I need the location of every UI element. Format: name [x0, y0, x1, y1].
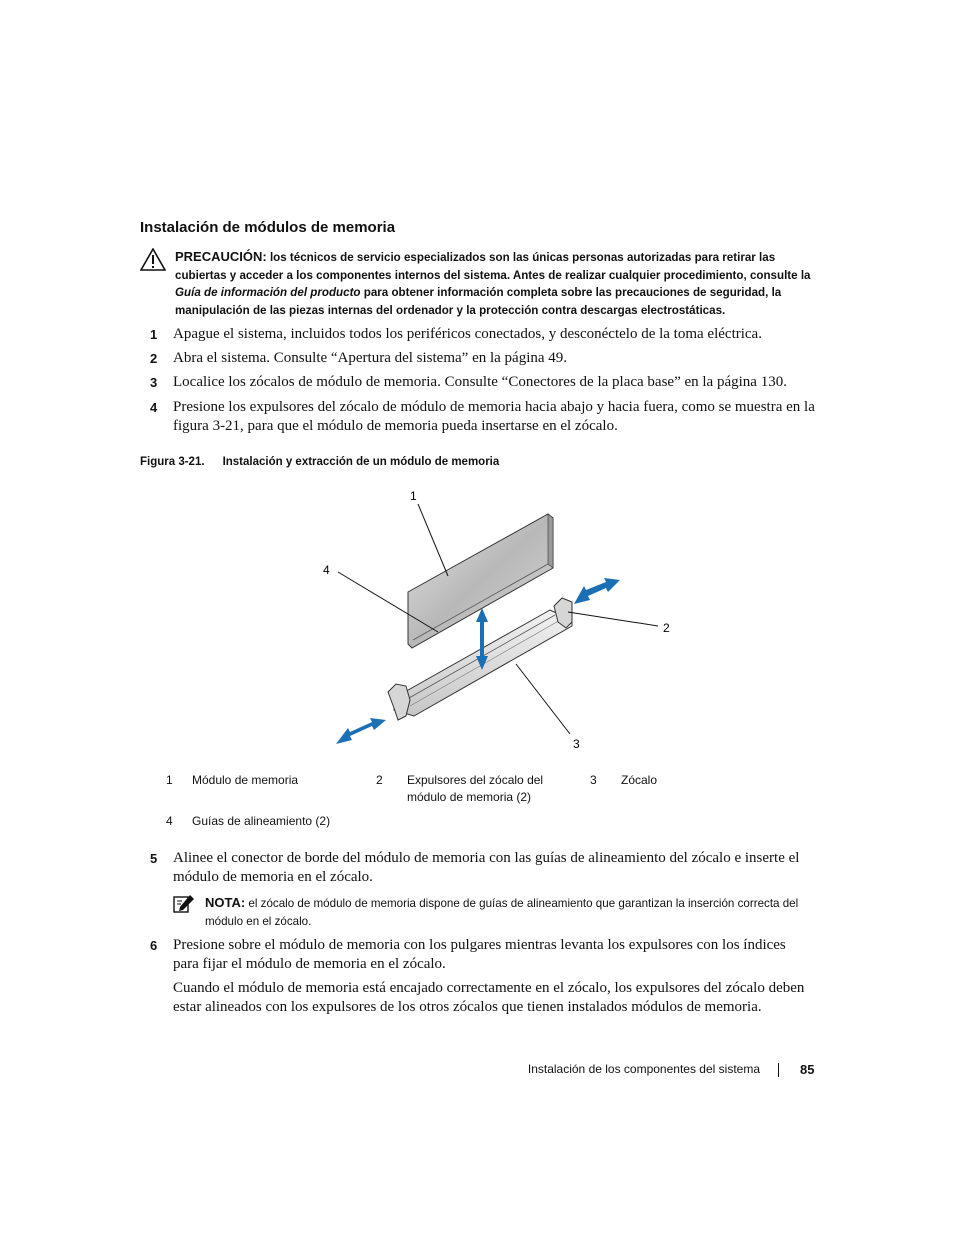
- footer-separator: [778, 1063, 779, 1077]
- step-number: 1: [150, 327, 158, 342]
- footer-title: Instalación de los componentes del sistema: [527, 1062, 760, 1076]
- step-text: Localice los zócalos de módulo de memoria. Consulte “Conectores de la placa base” en la página 130.: [173, 374, 787, 390]
- legend-text: Zócalo: [621, 773, 658, 787]
- callout-4: 4: [323, 563, 330, 577]
- caution-text-before: los técnicos de servicio especializados son las únicas personas autorizadas para retirar las cubiertas y acceder a los componentes internos del sistema. Antes de realizar cualquier procedimiento, consulte la: [175, 251, 811, 282]
- step-text: Presione los expulsores del zócalo de módulo de memoria hacia abajo y hacia fuera, como se muestra en la figura 3-21, para que el módulo de memoria pueda insertarse en el zócalo.: [173, 399, 815, 434]
- legend-text: módulo de memoria (2): [407, 790, 532, 804]
- step-number: 3: [150, 375, 158, 390]
- note-notice: [173, 894, 813, 930]
- step-item: [150, 398, 815, 436]
- step-item: [150, 849, 815, 887]
- warning-triangle-icon: [140, 248, 166, 272]
- caution-italic: Guía de información del producto: [175, 286, 361, 299]
- step-number: 6: [150, 938, 158, 953]
- legend-number: 2: [376, 773, 383, 787]
- legend-text: Guías de alineamiento (2): [192, 814, 331, 828]
- legend-number: 4: [166, 814, 173, 828]
- note-label: NOTA:: [205, 895, 246, 910]
- step-text: Abra el sistema. Consulte “Apertura del sistema” en la página 49.: [173, 350, 568, 366]
- callout-2: 2: [663, 621, 670, 635]
- steps-list-b: [150, 849, 815, 887]
- step-item: [150, 349, 815, 368]
- socket-ejector-left: [388, 684, 410, 720]
- caution-label: PRECAUCIÓN:: [175, 249, 267, 264]
- closing-paragraph: Cuando el módulo de memoria está encajado correctamente en el zócalo, los expulsores del zócalo deben estar alineados con los expulsores de los otros zócalos que tienen instalados módulos de memoria.: [173, 980, 805, 1015]
- note-text: [205, 894, 813, 930]
- steps-list-c: [150, 936, 815, 974]
- step-number: 4: [150, 400, 158, 415]
- double-arrow-icon: [574, 578, 620, 604]
- note-body: el zócalo de módulo de memoria dispone de guías de alineamiento que garantizan la inserción correcta del módulo en el zócalo.: [205, 897, 799, 928]
- double-arrow-icon: [336, 718, 386, 744]
- step-text: Presione sobre el módulo de memoria con los pulgares mientras levanta los expulsores con los índices para fijar el módulo de memoria en el zócalo.: [173, 937, 786, 972]
- legend-number: 3: [590, 773, 597, 787]
- figure-caption: [140, 456, 499, 468]
- legend-number: 1: [166, 773, 173, 787]
- memory-module-illustration: [310, 480, 690, 760]
- step-text: Apague el sistema, incluidos todos los periféricos conectados, y desconéctelo de la toma eléctrica.: [173, 326, 762, 342]
- step-item: [150, 936, 815, 974]
- figure-label: Figura 3-21.: [140, 456, 205, 468]
- callout-3: 3: [573, 737, 580, 751]
- callout-1: 1: [410, 489, 417, 503]
- steps-list-a: [150, 325, 815, 436]
- step-item: [150, 373, 815, 392]
- step-number: 2: [150, 351, 158, 366]
- legend-text: Módulo de memoria: [192, 773, 299, 787]
- step-item: [150, 325, 815, 344]
- page-number: 85: [800, 1062, 815, 1077]
- legend-text: Expulsores del zócalo del: [407, 773, 544, 787]
- caution-text: [175, 248, 815, 319]
- caution-text-after: para obtener información completa sobre las precauciones de seguridad, la manipulación de las piezas internas del ordenador y la protección contra descargas electrostáticas.: [175, 286, 782, 317]
- step-text: Alinee el conector de borde del módulo de memoria con las guías de alineamiento del zócalo e inserte el módulo de memoria en el zócalo.: [173, 850, 800, 885]
- figure-title: Instalación y extracción de un módulo de memoria: [222, 456, 500, 468]
- pencil-note-icon: [173, 894, 195, 914]
- section-heading: Instalación de módulos de memoria: [140, 219, 396, 236]
- step-number: 5: [150, 851, 158, 866]
- caution-notice: [140, 248, 815, 319]
